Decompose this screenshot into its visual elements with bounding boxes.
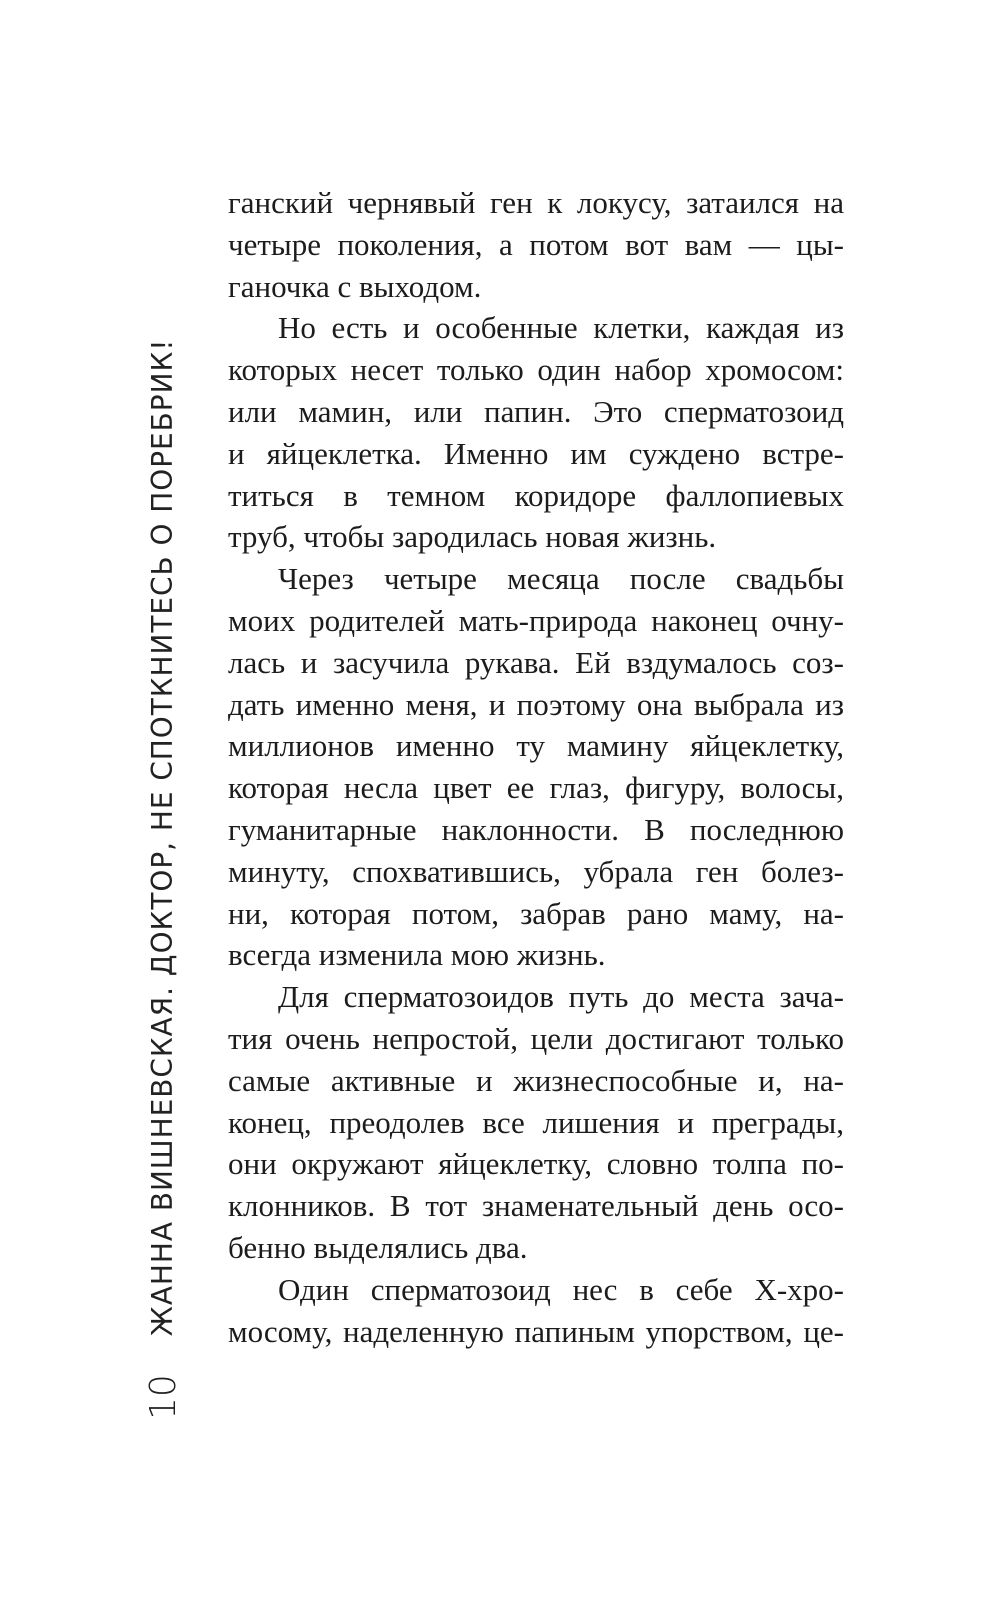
page-number: 10 [142, 1374, 184, 1420]
text-line: самые активные и жизнеспособные и, на- [228, 1062, 844, 1098]
text-line: они окружают яйцеклетку, словно толпа по- [228, 1146, 844, 1182]
text-line: Через четыре месяца после свадьбы [278, 561, 844, 597]
text-line: бенно выделялись два. [228, 1229, 528, 1265]
text-line: всегда изменила мою жизнь. [228, 937, 606, 973]
text-line: Но есть и особенные клетки, каждая из [278, 310, 844, 346]
running-head-rail [128, 338, 198, 1420]
text-line: тия очень непростой, цели достигают только [228, 1020, 844, 1056]
text-line: конец, преодолев все лишения и преграды, [228, 1104, 844, 1140]
running-head-text: ЖАННА ВИШНЕВСКАЯ. ДОКТОР, НЕ СПОТКНИТЕСЬ О ПОРЕБРИК! [146, 338, 180, 1337]
text-line: лась и засучила рукава. Ей вздумалось соз- [228, 644, 844, 680]
text-line: ни, которая потом, забрав рано маму, на- [228, 895, 844, 931]
text-line: или мамин, или папин. Это сперматозоид [228, 393, 844, 429]
text-line: миллионов именно ту мамину яйцеклетку, [228, 728, 844, 764]
text-line: титься в темном коридоре фаллопиевых [228, 477, 844, 513]
text-line: Один сперматозоид нес в себе Х-хро- [278, 1271, 844, 1307]
text-line: и яйцеклетка. Именно им суждено встре- [228, 435, 844, 471]
text-line: четыре поколения, а потом вот вам — цы- [228, 226, 844, 262]
text-line: которая несла цвет ее глаз, фигуру, волосы, [228, 770, 844, 806]
text-line: ганочка с выходом. [228, 268, 482, 304]
text-line: труб, чтобы зародилась новая жизнь. [228, 519, 717, 555]
text-line: дать именно меня, и поэтому она выбрала из [228, 686, 844, 722]
text-line: ганский чернявый ген к локусу, затаился на [228, 185, 844, 220]
text-line: моих родителей мать-природа наконец очну- [228, 602, 844, 638]
running-head [128, 338, 198, 1420]
text-line: минуту, спохватившись, убрала ген болез- [228, 853, 844, 889]
text-line: клонников. В тот знаменательный день осо- [228, 1188, 844, 1224]
text-line: Для сперматозоидов путь до места зача- [278, 979, 844, 1015]
text-line: мосому, наделенную папиным упорством, це- [228, 1313, 844, 1349]
text-line: гуманитарные наклонности. В последнюю [228, 811, 844, 847]
body-text [228, 182, 844, 1352]
text-line: которых несет только один набор хромосом: [228, 352, 844, 388]
